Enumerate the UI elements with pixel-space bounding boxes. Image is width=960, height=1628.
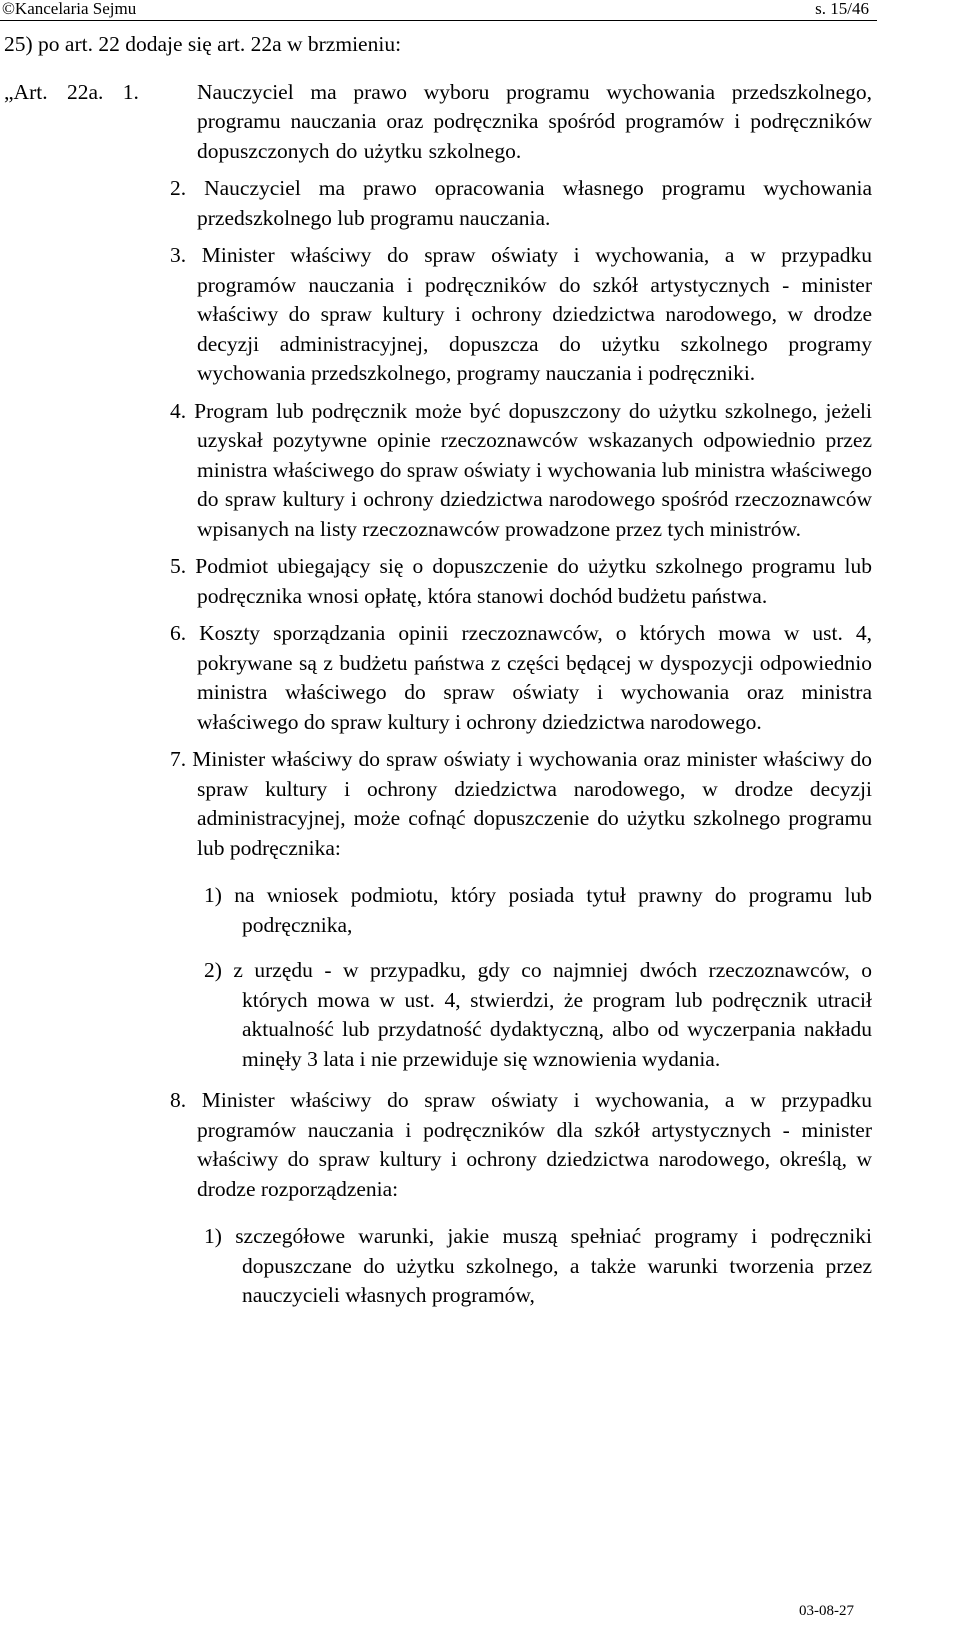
paragraph-8-point-1: 1) szczegółowe warunki, jakie muszą spełniać programy i podręczniki dopuszczane do użytku szkolnego, a także warunki tworzenia przez nauczycieli własnych programów,: [204, 1224, 872, 1307]
amendment-intro: 25) po art. 22 dodaje się art. 22a w brzmieniu:: [4, 32, 402, 56]
article-paragraph-1-text: Nauczyciel ma prawo wyboru programu wychowania przedszkolnego, programu nauczania oraz podręcznika spośród programów i podręczników dopuszczonych do użytku szkolnego.: [197, 79, 872, 163]
footer-date: 03-08-27: [799, 1603, 854, 1619]
paragraph-7-point-1: 1) na wniosek podmiotu, który posiada tytuł prawny do programu lub podręcznika,: [204, 883, 872, 937]
header-publisher: ©Kancelaria Sejmu: [2, 0, 137, 18]
page-header: [0, 0, 877, 21]
paragraph-6: 6. Koszty sporządzania opinii rzeczoznawców, o których mowa w ust. 4, pokrywane są z budżetu państwa z części będącej w dyspozycji odpowiednio ministra właściwego do spraw oświaty i wychowania oraz ministra właściwego do spraw kultury i ochrony dziedzictwa narodowego.: [170, 621, 872, 734]
paragraph-5: 5. Podmiot ubiegający się o dopuszczenie do użytku szkolnego programu lub podręcznika wnosi opłatę, która stanowi dochód budżetu państwa.: [170, 554, 872, 608]
paragraph-4: 4. Program lub podręcznik może być dopuszczony do użytku szkolnego, jeżeli uzyskał pozytywne opinie rzeczoznawców wskazanych odpowiednio przez ministra właściwego do spraw oświaty i wychowania lub ministra właściwego do spraw kultury i ochrony dziedzictwa narodowego spośród rzeczoznawców wpisanych na listy rzeczoznawców prowadzone przez tych ministrów.: [170, 398, 872, 541]
header-page-number: s. 15/46: [815, 0, 869, 18]
paragraph-3: 3. Minister właściwy do spraw oświaty i wychowania, a w przypadku programów nauczania i podręczników do szkół artystycznych - minister właściwy do spraw kultury i ochrony dziedzictwa narodowego, w drodze decyzji administracyjnej, dopuszcza do użytku szkolnego programy wychowania przedszkolnego, programy nauczania i podręczniki.: [170, 243, 872, 385]
article-heading: „Art. 22a. 1.: [4, 79, 139, 104]
paragraph-7: 7. Minister właściwy do spraw oświaty i wychowania oraz minister właściwy do spraw kultury i ochrony dziedzictwa narodowego, w drodze decyzji administracyjnej, może cofnąć dopuszczenie do użytku szkolnego programu lub podręcznika:: [170, 747, 872, 860]
article-paragraph-1: [4, 78, 872, 167]
document-body: [4, 30, 872, 1311]
paragraph-7-point-2: 2) z urzędu - w przypadku, gdy co najmniej dwóch rzeczoznawców, o których mowa w ust. 4, stwierdzi, że program lub podręcznik utracił aktualność lub przydatność dydaktyczną, albo od wyczerpania nakładu minęły 3 lata i nie przewiduje się wznowienia wydania.: [204, 958, 872, 1071]
paragraph-8: 8. Minister właściwy do spraw oświaty i wychowania, a w przypadku programów nauczania i podręczników dla szkół artystycznych - minister właściwy do spraw kultury i ochrony dziedzictwa narodowego, określą, w drodze rozporządzenia:: [170, 1088, 872, 1201]
paragraph-2: 2. Nauczyciel ma prawo opracowania własnego programu wychowania przedszkolnego lub programu nauczania.: [170, 176, 872, 230]
